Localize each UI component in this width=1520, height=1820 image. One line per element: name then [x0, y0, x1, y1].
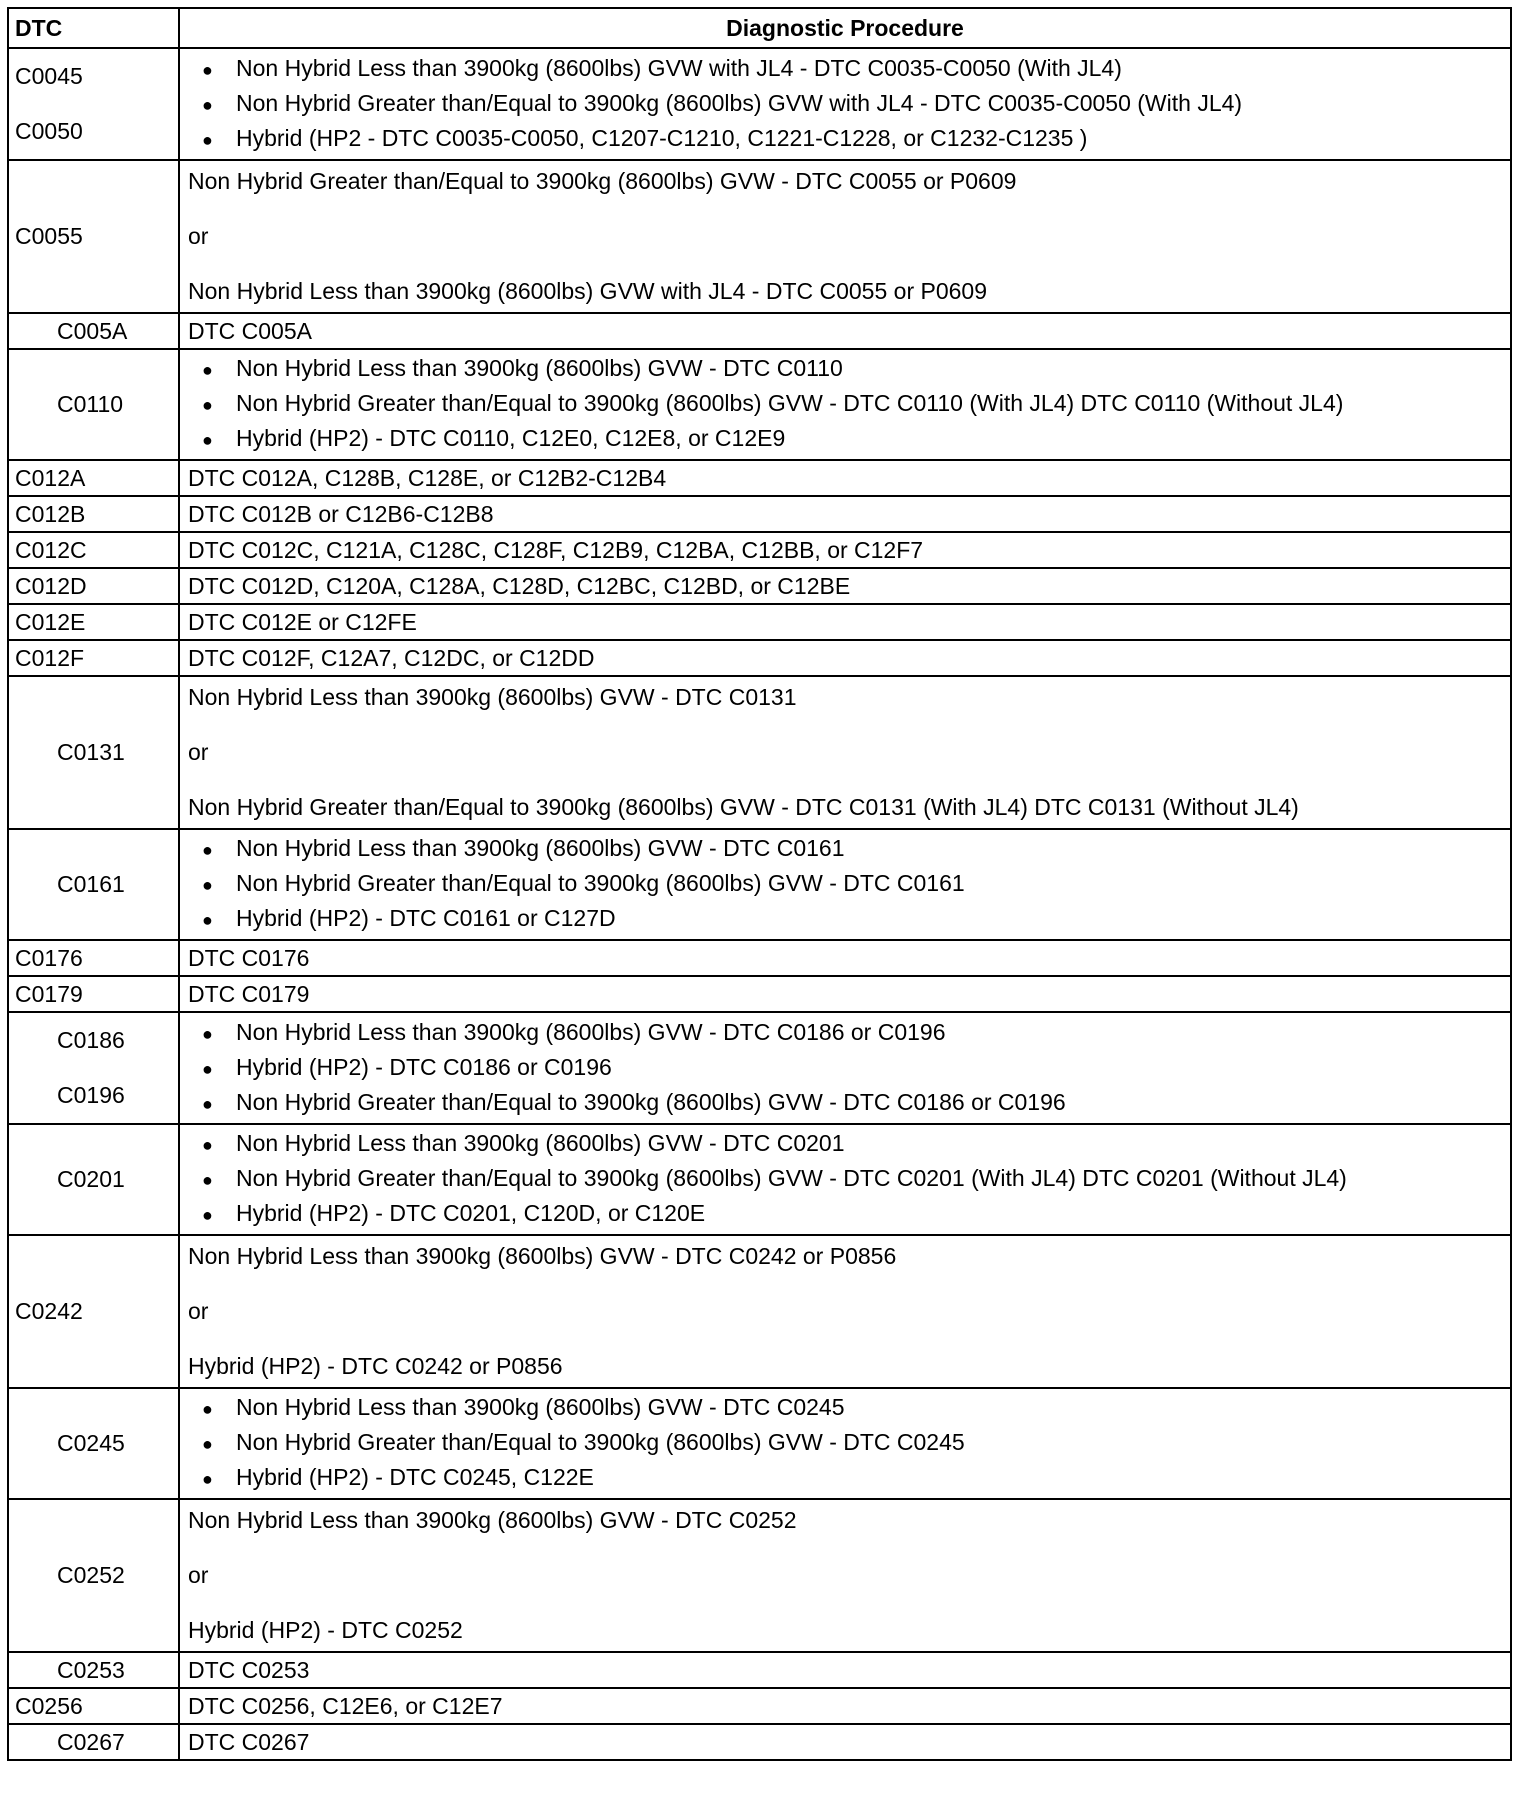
procedure-text: Hybrid (HP2) - DTC C0252	[188, 1617, 463, 1643]
procedure-text: Hybrid (HP2) - DTC C0245, C122E	[236, 1464, 594, 1490]
procedure-text: Hybrid (HP2) - DTC C0201, C120D, or C120E	[236, 1200, 706, 1226]
procedure-text: DTC C0179	[188, 980, 310, 1007]
dtc-cell	[8, 1012, 179, 1124]
dtc-cell	[8, 676, 179, 829]
procedure-bullet-item	[202, 1016, 1504, 1051]
procedure-text: Non Hybrid Greater than/Equal to 3900kg (8600lbs) GVW - DTC C0245	[236, 1429, 965, 1455]
dtc-cell	[8, 568, 179, 604]
dtc-code: C012E	[15, 608, 86, 635]
dtc-code: C0256	[15, 1692, 83, 1719]
procedure-cell	[179, 1499, 1511, 1652]
table-row	[8, 48, 1511, 160]
procedure-bullet-item	[202, 1426, 1504, 1461]
dtc-cell	[8, 1499, 179, 1652]
dtc-code: C012C	[15, 536, 87, 563]
dtc-code: C0242	[15, 1298, 83, 1324]
procedure-text: DTC C0253	[188, 1656, 310, 1683]
procedure-bullet-item	[202, 867, 1504, 902]
dtc-code: C0161	[57, 871, 125, 897]
dtc-cell	[8, 460, 179, 496]
procedure-bullet-item	[202, 902, 1504, 937]
table-row	[8, 976, 1511, 1012]
procedure-bullet-item	[202, 352, 1504, 387]
dtc-code: C012D	[15, 572, 87, 599]
dtc-code: C0131	[57, 739, 125, 765]
procedure-text: Non Hybrid Less than 3900kg (8600lbs) GVW - DTC C0110	[236, 355, 843, 381]
procedure-text: DTC C012A, C128B, C128E, or C12B2-C12B4	[188, 464, 667, 491]
procedure-paragraphs	[188, 677, 1504, 828]
procedure-text: DTC C005A	[188, 317, 312, 344]
procedure-text: Hybrid (HP2) - DTC C0161 or C127D	[236, 905, 616, 931]
procedure-bullet-list	[188, 50, 1504, 159]
procedure-bullet-item	[202, 1391, 1504, 1426]
procedure-text: Non Hybrid Greater than/Equal to 3900kg (8600lbs) GVW - DTC C0131 (With JL4) DTC C0131 (Without JL4)	[188, 794, 1299, 820]
procedure-cell	[179, 604, 1511, 640]
procedure-paragraphs	[188, 1500, 1504, 1651]
procedure-bullet-item	[202, 1197, 1504, 1232]
dtc-code: C0252	[57, 1562, 125, 1588]
table-row	[8, 1652, 1511, 1688]
dtc-cell	[8, 160, 179, 313]
procedure-bullet-item	[202, 52, 1504, 87]
procedure-bullet-item	[202, 422, 1504, 457]
procedure-cell	[179, 829, 1511, 940]
dtc-cell	[8, 976, 179, 1012]
procedure-text: DTC C012E or C12FE	[188, 608, 417, 635]
procedure-bullet-list	[188, 1389, 1504, 1498]
procedure-paragraphs	[188, 1236, 1504, 1387]
procedure-text: Hybrid (HP2) - DTC C0110, C12E0, C12E8, or C12E9	[236, 425, 786, 451]
procedure-cell	[179, 48, 1511, 160]
procedure-column-header: Diagnostic Procedure	[179, 8, 1511, 48]
procedure-text: DTC C012D, C120A, C128A, C128D, C12BC, C12BD, or C12BE	[188, 572, 851, 599]
procedure-bullet-item	[202, 387, 1504, 422]
dtc-code: C0179	[15, 980, 83, 1007]
procedure-cell	[179, 349, 1511, 460]
dtc-code: C0050	[15, 118, 83, 144]
procedure-cell	[179, 1012, 1511, 1124]
procedure-bullet-list	[188, 350, 1504, 459]
procedure-text: DTC C012C, C121A, C128C, C128F, C12B9, C12BA, C12BB, or C12F7	[188, 536, 924, 563]
table-row	[8, 1388, 1511, 1499]
dtc-cell	[8, 1388, 179, 1499]
table-row	[8, 1124, 1511, 1235]
procedure-cell	[179, 160, 1511, 313]
table-row	[8, 532, 1511, 568]
dtc-cell	[8, 940, 179, 976]
procedure-text: or	[188, 1298, 209, 1324]
table-row	[8, 313, 1511, 349]
table-row	[8, 496, 1511, 532]
procedure-bullet-item	[202, 1162, 1504, 1197]
dtc-code: C0176	[15, 944, 83, 971]
procedure-text: Non Hybrid Greater than/Equal to 3900kg (8600lbs) GVW - DTC C0110 (With JL4) DTC C0110 (Without JL4)	[236, 390, 1344, 416]
procedure-cell	[179, 1652, 1511, 1688]
procedure-bullet-item	[202, 87, 1504, 122]
procedure-bullet-list	[188, 830, 1504, 939]
dtc-code: C0055	[15, 223, 83, 249]
procedure-text: DTC C012B or C12B6-C12B8	[188, 500, 494, 527]
procedure-cell	[179, 460, 1511, 496]
dtc-cell	[8, 532, 179, 568]
dtc-cell	[8, 640, 179, 676]
procedure-text: Hybrid (HP2) - DTC C0242 or P0856	[188, 1353, 563, 1379]
procedure-bullet-item	[202, 1051, 1504, 1086]
procedure-text: Hybrid (HP2) - DTC C0186 or C0196	[236, 1053, 612, 1080]
table-row	[8, 349, 1511, 460]
table-row	[8, 568, 1511, 604]
procedure-text: Non Hybrid Greater than/Equal to 3900kg (8600lbs) GVW - DTC C0055 or P0609	[188, 168, 1017, 194]
table-body	[8, 48, 1511, 1760]
dtc-column-header: DTC	[8, 8, 179, 48]
table-row	[8, 1688, 1511, 1724]
procedure-bullet-item	[202, 122, 1504, 157]
procedure-text: Non Hybrid Less than 3900kg (8600lbs) GVW - DTC C0161	[236, 835, 845, 861]
dtc-code: C0045	[15, 63, 83, 89]
procedure-cell	[179, 496, 1511, 532]
dtc-cell	[8, 496, 179, 532]
procedure-text: Hybrid (HP2 - DTC C0035-C0050, C1207-C1210, C1221-C1228, or C1232-C1235 )	[236, 124, 1088, 151]
table-row	[8, 160, 1511, 313]
procedure-text: Non Hybrid Less than 3900kg (8600lbs) GVW - DTC C0242 or P0856	[188, 1243, 897, 1269]
dtc-code: C0245	[57, 1430, 125, 1456]
dtc-cell	[8, 1235, 179, 1388]
procedure-text: or	[188, 739, 209, 765]
procedure-text: DTC C012F, C12A7, C12DC, or C12DD	[188, 644, 595, 671]
procedure-cell	[179, 568, 1511, 604]
dtc-code: C012B	[15, 500, 86, 527]
table-row	[8, 1499, 1511, 1652]
procedure-text: DTC C0176	[188, 944, 310, 971]
procedure-bullet-list	[188, 1125, 1504, 1234]
procedure-bullet-item	[202, 1086, 1504, 1121]
table-row	[8, 829, 1511, 940]
procedure-cell	[179, 1688, 1511, 1724]
table-header-row	[8, 8, 1511, 48]
dtc-cell	[8, 48, 179, 160]
table-row	[8, 460, 1511, 496]
dtc-cell	[8, 1688, 179, 1724]
dtc-code: C012A	[15, 464, 86, 491]
table-row	[8, 940, 1511, 976]
dtc-cell	[8, 829, 179, 940]
dtc-cell	[8, 349, 179, 460]
procedure-text: Non Hybrid Less than 3900kg (8600lbs) GVW with JL4 - DTC C0055 or P0609	[188, 278, 988, 304]
procedure-text: Non Hybrid Less than 3900kg (8600lbs) GVW - DTC C0252	[188, 1507, 797, 1533]
dtc-code: C0267	[57, 1728, 125, 1755]
procedure-cell	[179, 1388, 1511, 1499]
dtc-cell	[8, 1652, 179, 1688]
procedure-cell	[179, 1124, 1511, 1235]
dtc-code: C0253	[57, 1656, 125, 1683]
dtc-code: C0201	[57, 1166, 125, 1192]
procedure-bullet-item	[202, 1127, 1504, 1162]
procedure-text: Non Hybrid Less than 3900kg (8600lbs) GVW - DTC C0186 or C0196	[236, 1018, 946, 1045]
table-row	[8, 1235, 1511, 1388]
procedure-text: Non Hybrid Greater than/Equal to 3900kg (8600lbs) GVW - DTC C0161	[236, 870, 965, 896]
procedure-bullet-list	[188, 1014, 1504, 1123]
dtc-code: C0196	[57, 1082, 125, 1108]
dtc-cell	[8, 1124, 179, 1235]
procedure-text: or	[188, 1562, 209, 1588]
table-row	[8, 1724, 1511, 1760]
table-row	[8, 1012, 1511, 1124]
table-row	[8, 640, 1511, 676]
dtc-table	[7, 7, 1512, 1761]
table-row	[8, 676, 1511, 829]
procedure-cell	[179, 676, 1511, 829]
procedure-text: DTC C0267	[188, 1728, 310, 1755]
procedure-bullet-item	[202, 832, 1504, 867]
procedure-bullet-item	[202, 1461, 1504, 1496]
dtc-code: C0186	[57, 1027, 125, 1053]
procedure-cell	[179, 1724, 1511, 1760]
procedure-paragraphs	[188, 161, 1504, 312]
table-row	[8, 604, 1511, 640]
procedure-text: Non Hybrid Less than 3900kg (8600lbs) GVW - DTC C0245	[236, 1394, 845, 1420]
dtc-code: C0110	[57, 391, 124, 417]
procedure-text: Non Hybrid Greater than/Equal to 3900kg (8600lbs) GVW - DTC C0201 (With JL4) DTC C0201 (Without JL4)	[236, 1165, 1347, 1191]
procedure-cell	[179, 940, 1511, 976]
dtc-code: C012F	[15, 644, 85, 671]
procedure-cell	[179, 976, 1511, 1012]
dtc-cell	[8, 1724, 179, 1760]
procedure-cell	[179, 532, 1511, 568]
procedure-text: Non Hybrid Less than 3900kg (8600lbs) GVW with JL4 - DTC C0035-C0050 (With JL4)	[236, 54, 1122, 81]
dtc-code: C005A	[57, 317, 128, 344]
procedure-cell	[179, 1235, 1511, 1388]
procedure-text: Non Hybrid Less than 3900kg (8600lbs) GVW - DTC C0131	[188, 684, 797, 710]
procedure-text: Non Hybrid Greater than/Equal to 3900kg (8600lbs) GVW with JL4 - DTC C0035-C0050 (With JL4)	[236, 89, 1243, 116]
procedure-cell	[179, 640, 1511, 676]
procedure-text: or	[188, 223, 209, 249]
procedure-cell	[179, 313, 1511, 349]
dtc-cell	[8, 604, 179, 640]
dtc-cell	[8, 313, 179, 349]
procedure-text: DTC C0256, C12E6, or C12E7	[188, 1692, 503, 1719]
procedure-text: Non Hybrid Less than 3900kg (8600lbs) GVW - DTC C0201	[236, 1130, 845, 1156]
procedure-text: Non Hybrid Greater than/Equal to 3900kg (8600lbs) GVW - DTC C0186 or C0196	[236, 1088, 1066, 1115]
